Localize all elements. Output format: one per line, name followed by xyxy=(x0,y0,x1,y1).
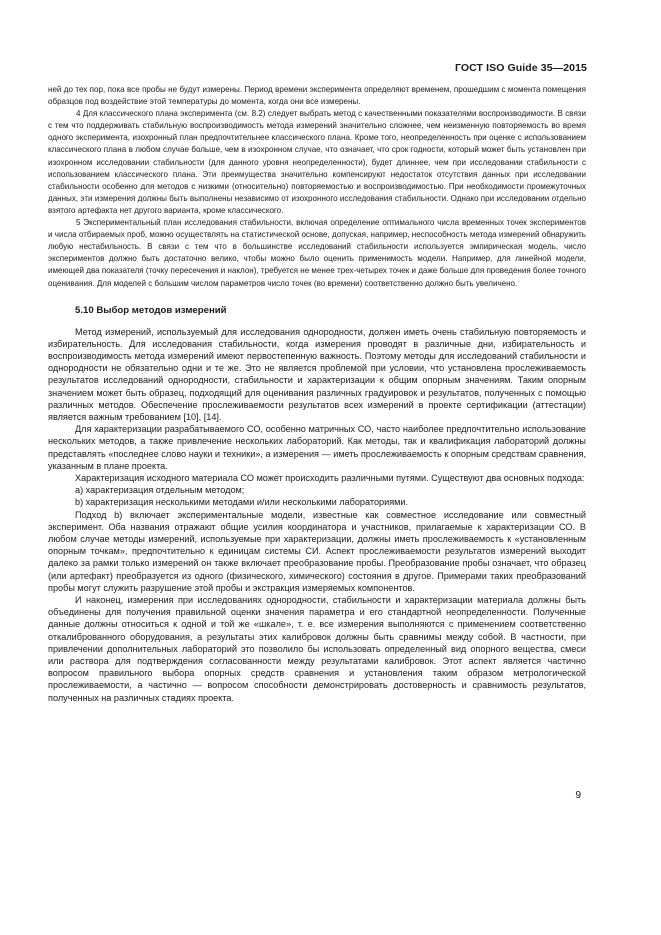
page-body xyxy=(48,84,586,704)
note-4: 4 Для классического плана эксперимента (см. 8.2) следует выбрать метод с качественными показателями воспроизводимости. В связи с тем что поддерживать стабильную воспроизводимость метода измерений значительно сложнее, чем неизменную повторяемость во время одного эксперимента, изохронный план предпочтительнее классического плана. Кроме того, неопределенность при оценке с использованием классического плана в любом случае больше, чем в изохронном случае, что означает, что срок годности, который может быть установлен при изохронном исследовании стабильности (для данного уровня неопределенности), будет длиннее, чем при исследовании стабильности с использованием классического плана. Эти преимущества значительно компенсируют недостаток отсутствия данных при исследовании стабильности особенно для методов с низкими (относительно) повторяемостью и воспроизводимостью. При необходимости промежуточных данных, эти измерения должны быть выполнены независимо от изохронного исследования стабильности. Однако при исследовании отдельно взятого артефакта нет другого варианта, кроме классического. xyxy=(48,109,586,215)
section-body xyxy=(48,326,586,704)
note-continuation: ней до тех пор, пока все пробы не будут измерены. Период времени эксперимента определяют временем, прошедшим с момента помещения образцов под воздействие этой температуры до момента, когда они все измерены. xyxy=(48,85,586,107)
section-title: 5.10 Выбор методов измерений xyxy=(75,304,227,316)
document-header: ГОСТ ISO Guide 35—2015 xyxy=(454,62,587,74)
paragraph: Метод измерений, используемый для исследования однородности, должен иметь очень стабильную повторяемость и избирательность. Для исследования стабильности, когда измерения проводят в различные дни, избирательность и воспроизводимость метода измерений имеют первостепенную важность. Поэтому методы для исследований стабильности и однородности не обязательно одни и те же. Это не является проблемой при условии, что установлена прослеживаемость результатов исследований однородности, стабильности и характеризации к общим опорным значениям. Таким опорным значением может быть образец, подходящий для оценивания различных градуировок и результатов, полученных с помощью различных методов. Обеспечение прослеживаемости результатов всех измерений в проекте сертификации (аттестации) является важным требованием [10], [14]. xyxy=(48,326,586,423)
paragraph: Характеризация исходного материала СО может происходить различными путями. Существуют два основных подхода: xyxy=(75,473,585,484)
note-5: 5 Экспериментальный план исследования стабильности, включая определение оптимального числа временных точек экспериментов и числа отбираемых проб, можно осуществлять на статистической основе, допуская, например, неспособность метода измерений обнаружить любую нестабильность. В связи с тем что в большинстве исследований стабильности используется эмпирическая модель, число экспериментов должно быть достаточно велико, чтобы можно было оценить применимость модели. Например, для линейной модели, имеющей два показателя (точку пересечения и наклон), требуется не менее трех-четырех точек и даже больше для проведения более точного оценивания. Для моделей с большим числом параметров число точек (во времени) соответственно должно быть увеличено. xyxy=(48,218,586,288)
list-item: b) характеризация несколькими методами и/или несколькими лабораториями. xyxy=(75,497,409,508)
page-number: 9 xyxy=(575,790,581,801)
paragraph: И наконец, измерения при исследованиях однородности, стабильности и характеризации материала должны быть объединены для получения правильной оценки значения параметра и его стандартной неопределенности. Полученные данные должны относиться к одной и той же «шкале», т. е. все измерения выполняются с применением соответственно откалиброванного оборудования, а результаты этих калибровок должны быть сравнимы между собой. В частности, при привлечении дополнительных лабораторий это позволило бы использовать определенный вид опорного вещества, смеси или раствора для подтверждения согласованности между результатами калибровок. Этот аспект является частично вопросом правильного выбора опорных средств сравнения и установления таким образом метрологической прослеживаемости, а частично — вопросом способности демонстрировать достоверность и сравнимость результатов, полученных на различных стадиях проекта. xyxy=(48,595,586,703)
notes-block xyxy=(48,84,586,290)
list-item: a) характеризация отдельным методом; xyxy=(75,485,245,496)
paragraph: Подход b) включает экспериментальные модели, известные как совместное исследование или совместный эксперимент. Оба названия отражают общие усилия координатора и участников, прилагаемые к характеризации СО. В любом случае методы измерений, используемые при характеризации, должны иметь прослеживаемость к «установленным опорным точкам», предпочтительно к единицам системы СИ. Аспект прослеживаемости результатов измерений выходит далеко за рамки только измерений он также включает преобразование пробы. Преобразование пробы означает, что образец (или артефакт) преобразуется из одного (физического, химического) состояния в другое. Примерами таких преобразований пробы могут служить разрушение этой пробы и экстракция измеряемых компонентов. xyxy=(48,509,586,593)
paragraph: Для характеризации разрабатываемого СО, особенно матричных СО, часто наиболее предпочтительно использование нескольких методов, а также привлечение нескольких лабораторий. Как методы, так и квалификация лабораторий должны представлять «последнее слово науки и техники», а измерения — иметь прослеживаемость к опорным средствам сравнения, указанным в плане проекта. xyxy=(48,424,586,471)
